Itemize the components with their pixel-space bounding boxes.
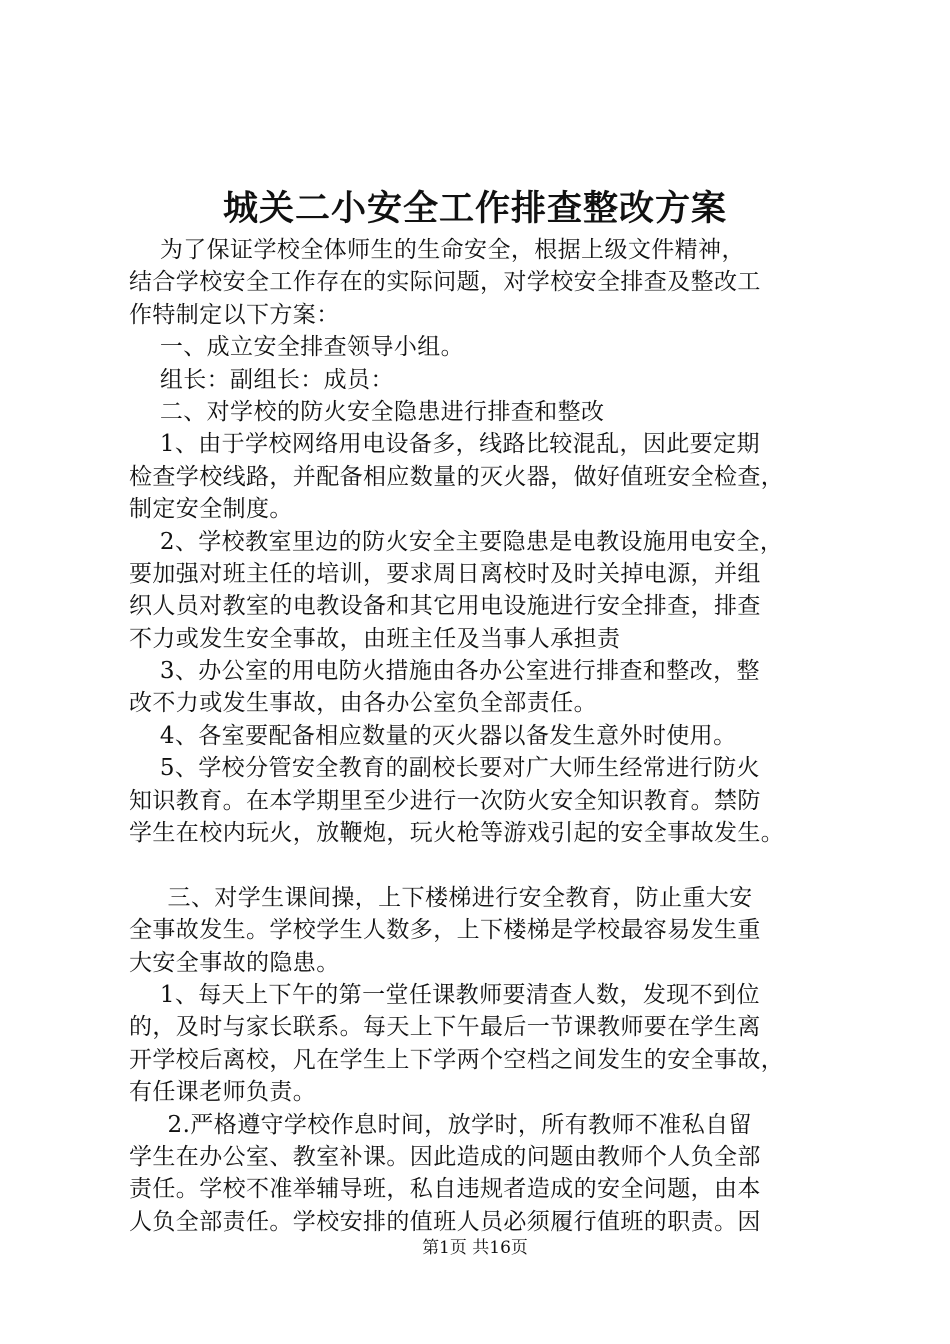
- paragraph-line: 2、学校教室里边的防火安全主要隐患是电教设施用电安全，: [129, 528, 784, 555]
- page-footer: 第1页 共16页: [422, 1238, 528, 1258]
- paragraph-line: 改不力或发生事故，由各办公室负全部责任。: [129, 690, 597, 717]
- paragraph-line: 结合学校安全工作存在的实际问题，对学校安全排查及整改工: [129, 269, 761, 296]
- paragraph-line: 5、学校分管安全教育的副校长要对广大师生经常进行防火: [129, 755, 760, 782]
- paragraph-line: 全事故发生。学校学生人数多，上下楼梯是学校最容易发生重: [129, 917, 761, 944]
- paragraph-line: 的，及时与家长联系。每天上下午最后一节课教师要在学生离: [129, 1014, 761, 1041]
- paragraph-line: 有任课老师负责。: [129, 1079, 317, 1106]
- paragraph-line: 4、各室要配备相应数量的灭火器以备发生意外时使用。: [129, 722, 737, 749]
- paragraph-line: 3、办公室的用电防火措施由各办公室进行排查和整改，整: [129, 658, 760, 685]
- paragraph-line: 二、对学校的防火安全隐患进行排查和整改: [129, 398, 605, 425]
- paragraph-line: 制定安全制度。: [129, 496, 293, 523]
- paragraph-line: 一、成立安全排查领导小组。: [129, 334, 465, 361]
- paragraph-line: 人负全部责任。学校安排的值班人员必须履行值班的职责。因: [129, 1208, 761, 1235]
- paragraph-line: 开学校后离校，凡在学生上下学两个空档之间发生的安全事故，: [129, 1046, 785, 1073]
- paragraph-line: 检查学校线路，并配备相应数量的灭火器，做好值班安全检查，: [129, 463, 785, 490]
- document-title: 城关二小安全工作排查整改方案: [222, 188, 727, 229]
- paragraph-line: 1、每天上下午的第一堂任课教师要清查人数，发现不到位: [129, 981, 760, 1008]
- paragraph-line: 作特制定以下方案：: [129, 301, 340, 328]
- document-body: [129, 234, 834, 1238]
- paragraph-line: 知识教育。在本学期里至少进行一次防火安全知识教育。禁防: [129, 787, 761, 814]
- paragraph-line: 为了保证学校全体师生的生命安全，根据上级文件精神，: [129, 237, 745, 263]
- paragraph-line: 织人员对教室的电教设备和其它用电设施进行安全排查，排查: [129, 593, 761, 620]
- blank-line: [129, 849, 834, 881]
- paragraph-line: 学生在办公室、教室补课。因此造成的问题由教师个人负全部: [129, 1143, 761, 1170]
- paragraph-line: 责任。学校不准举辅导班，私自违规者造成的安全问题，由本: [129, 1176, 761, 1203]
- paragraph-line: 不力或发生安全事故，由班主任及当事人承担责: [129, 625, 621, 652]
- paragraph-line: 2.严格遵守学校作息时间，放学时，所有教师不准私自留: [129, 1111, 752, 1138]
- paragraph-line: 大安全事故的隐患。: [129, 949, 340, 976]
- paragraph-line: 学生在校内玩火，放鞭炮，玩火枪等游戏引起的安全事故发生。: [129, 820, 785, 847]
- paragraph-line: 1、由于学校网络用电设备多，线路比较混乱，因此要定期: [129, 431, 760, 458]
- paragraph-line: 要加强对班主任的培训，要求周日离校时及时关掉电源，并组: [129, 560, 761, 587]
- paragraph-line: 组长：副组长：成员：: [129, 366, 394, 393]
- paragraph-line: 三、对学生课间操，上下楼梯进行安全教育，防止重大安: [129, 884, 753, 911]
